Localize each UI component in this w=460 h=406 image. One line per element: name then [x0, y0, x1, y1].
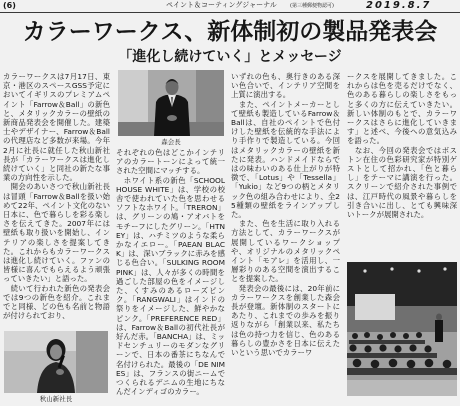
header-rule [0, 12, 460, 13]
paragraph: それぞれの色はどこかインテリアのカラートーンによって統一された空間にマッチする。 [116, 148, 225, 176]
paragraph: カラーワークスは7月17日、東京・港区のスペースGSS予定においてイギリスのプレミアムペイント「Farrow＆Ball」の新色と、メタリックカラーの壁紙の新商品発表会を開催した。建築士やデザイナー、Farrow＆Ballの代理店など多数が来場。今年2月に社長に就任した秋山新社長が「カラーワークスは進化し続けていく」と同社の新たな事業の方向性を示した。 [3, 72, 110, 183]
page-number: (6) [3, 1, 16, 10]
postal-permit-note: (第三種郵便物認可) [290, 3, 334, 9]
article-column-1 [3, 72, 110, 328]
paragraph: ークスを展開してきました。これからは色を売るだけでなく、色のある暮らしの楽しさをもっと多くの方に伝えていきたい。新しい体制のもとで、カラーワークスはさらに進化していきます」と述べ、今後への意気込みを語った。 [347, 72, 457, 146]
article-column-2 [116, 148, 225, 400]
paragraph: 続いて行われた新色の発表会では9つの新色を紹介。これまでと同様、どの色も名前と物語が付けられており、 [3, 283, 110, 321]
paragraph: ホワイト系の新色「SCHOOL HOUSE WHITE」は、学校の校舎で使われていた色を思わせるソフトなホワイト。「TRERON」は、グリーンの鳩・アオバトをモチーフにしたグリーン。「HTNEY」は、ハチミツのような柔らかなイエロー。「PAEAN BLACK」は、深いブラックに赤みを感じる色合い。「SULKING ROOM PINK」は、人々が多くの時間を過ごした部屋の色をイメージした、くすみのあるローズピンク。「RANGWALI」はインドの祭りをイメージした、鮮やかなピンク。「PREFERENCE RED」は、Farrow＆Ballの初代社長が好んだ赤。「BANCHA」は、ミッドセンチュリーのモダンなグリーンで、日本の番茶にちなんで名付けられた。最後の「DE NIMES」は、フランスの街ニームでつくられるデニムの生地にちなんだインディゴのカラー。 [116, 175, 225, 397]
photo-image [4, 331, 108, 393]
paragraph: なお、今回の発表会ではボストン在住の色彩研究家が特別ゲストとして招かれ、「色と暮らし」をテーマに講演を行った。スクリーンで紹介された事例では、江戸時代の風景や暮らしを引き合いに出し、とても興味深いトークが展開された。 [347, 145, 457, 220]
article-column-3 [231, 72, 340, 402]
photo-image [118, 70, 224, 136]
speaker-at-podium-photo [118, 70, 224, 136]
paragraph: 開会のあいさつで秋山新社長は冒頭「Farrow＆Ballを扱い始めて22年、ペイント文化のない日本に、色で暮らしを彩る楽しさを伝えてきた。2007年には壁紙も取り扱いを開始し、インテリアの楽しさを提案してきた。これからもカラーワークスは進化し続けていく。ファンの皆様に喜んでもらえるよう頑張っていきたい」と語った。 [3, 182, 110, 284]
paragraph: いずれの色も、奥行きのある深い色合いで、インテリア空間を上質に演出する。 [231, 72, 340, 100]
paragraph: また、ペイントメーカーとして壁紙も製造しているFarrow＆Ballは、自社のペイントで色付けした壁紙を伝統的な手法により手作りで製造している。今回はメタリックカラーの壁紙を新たに発表。ハンドメイドならではの味わいのある仕上がりが特徴で、「Lotus」や「Tessella」「Yukio」など9つの柄とメタリック色の組み合わせにより、全25種類の壁紙をラインアップした。 [231, 99, 340, 220]
article-subheadline: 「進化し続けていく」とメッセージ [118, 49, 342, 65]
photo-image [347, 262, 457, 396]
audience-in-venue-photo [347, 262, 457, 396]
paragraph: 発表会の最後には、20年前にカラーワークスを創業した森会長が登壇。新体制のスタートにあたり、これまでの歩みを振り返りながら「創業以来、私たちは色の持つ力を信じ、色のある暮らしの豊かさを日本に伝えたいという思いでカラーワ [231, 283, 340, 358]
issue-date: 2019.8.7 [366, 0, 432, 11]
photo-caption: 秋山新社長 [39, 395, 73, 403]
publication-name: ペイント＆コーティングジャーナル [166, 1, 277, 9]
woman-with-microphone-photo [4, 331, 108, 393]
article-headline: カラーワークス、新体制初の製品発表会 [22, 19, 438, 45]
paragraph: また、色を生活に取り入れる方法として、カラーワークスが展開しているワークショップや、オリジナルのメタリックペイント「モアレ」を活用し、一層彩りのある空間を演出することを提案した。 [231, 219, 340, 284]
photo-caption: 森会長 [161, 138, 181, 146]
article-column-4 [347, 72, 457, 258]
